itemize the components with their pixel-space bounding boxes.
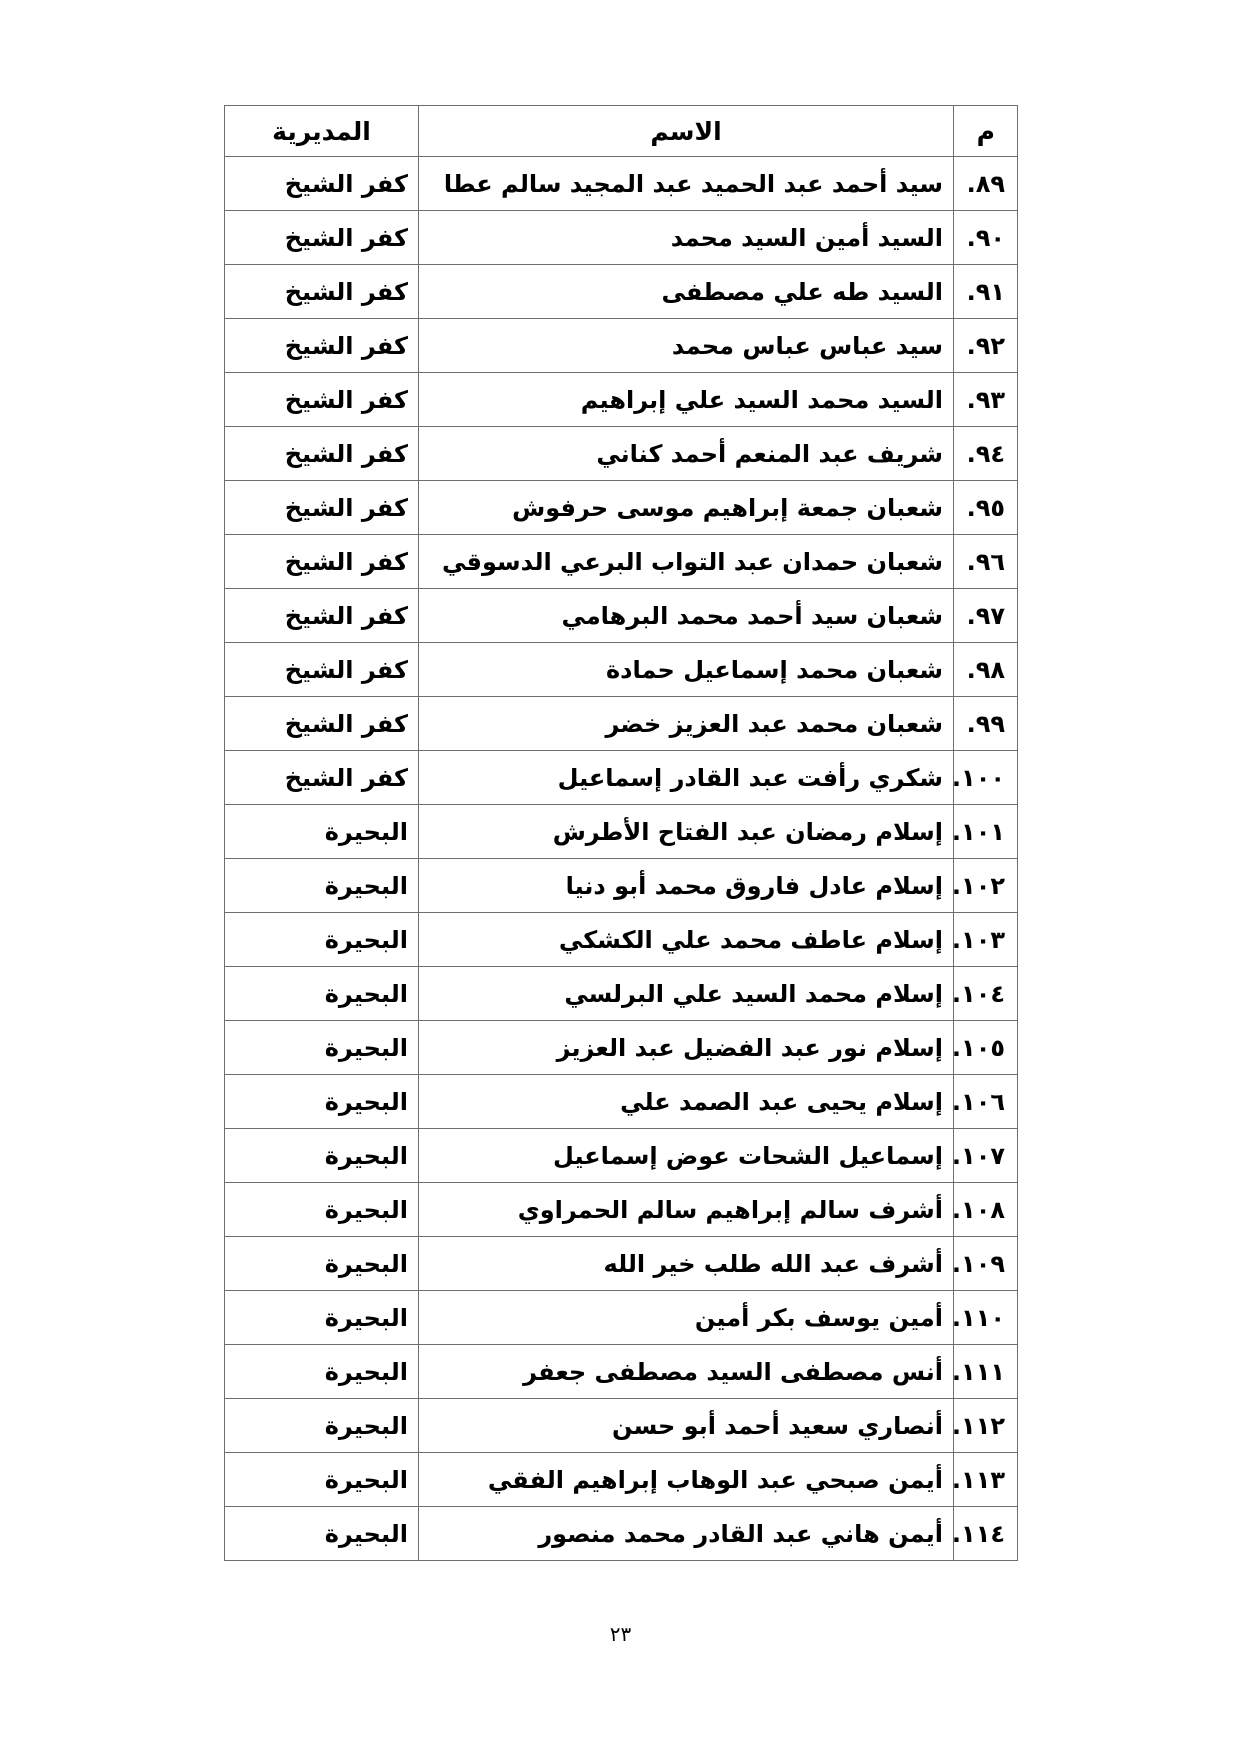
table-row xyxy=(225,319,1018,373)
row-directorate: البحيرة xyxy=(225,1021,419,1075)
table-row xyxy=(225,697,1018,751)
row-name: شعبان حمدان عبد التواب البرعي الدسوقي xyxy=(419,535,954,589)
table-header-row xyxy=(225,106,1018,157)
table-row xyxy=(225,1507,1018,1561)
row-name: أشرف عبد الله طلب خير الله xyxy=(419,1237,954,1291)
row-name: إسلام عاطف محمد علي الكشكي xyxy=(419,913,954,967)
table-row xyxy=(225,1345,1018,1399)
row-number: ١٠٧. xyxy=(954,1129,1018,1183)
table-row xyxy=(225,589,1018,643)
table-row xyxy=(225,535,1018,589)
row-directorate: كفر الشيخ xyxy=(225,265,419,319)
row-number: ١٠١. xyxy=(954,805,1018,859)
row-name: أيمن صبحي عبد الوهاب إبراهيم الفقي xyxy=(419,1453,954,1507)
row-number: ١١٢. xyxy=(954,1399,1018,1453)
row-directorate: كفر الشيخ xyxy=(225,643,419,697)
row-number: ١١٣. xyxy=(954,1453,1018,1507)
row-number: ١٠٨. xyxy=(954,1183,1018,1237)
table-row xyxy=(225,1399,1018,1453)
row-directorate: البحيرة xyxy=(225,1075,419,1129)
table-row xyxy=(225,913,1018,967)
row-directorate: كفر الشيخ xyxy=(225,481,419,535)
row-number: ٩١. xyxy=(954,265,1018,319)
row-directorate: البحيرة xyxy=(225,1399,419,1453)
row-name: شعبان سيد أحمد محمد البرهامي xyxy=(419,589,954,643)
row-number: ١١٤. xyxy=(954,1507,1018,1561)
row-name: أمين يوسف بكر أمين xyxy=(419,1291,954,1345)
table-row xyxy=(225,1021,1018,1075)
table-row xyxy=(225,751,1018,805)
row-name: أنس مصطفى السيد مصطفى جعفر xyxy=(419,1345,954,1399)
row-name: أنصاري سعيد أحمد أبو حسن xyxy=(419,1399,954,1453)
table-row xyxy=(225,1183,1018,1237)
row-directorate: كفر الشيخ xyxy=(225,211,419,265)
table-row xyxy=(225,805,1018,859)
row-directorate: كفر الشيخ xyxy=(225,157,419,211)
row-name: السيد أمين السيد محمد xyxy=(419,211,954,265)
table-row xyxy=(225,157,1018,211)
row-name: إسلام عادل فاروق محمد أبو دنيا xyxy=(419,859,954,913)
header-name: الاسم xyxy=(419,106,954,157)
table-row xyxy=(225,211,1018,265)
row-directorate: كفر الشيخ xyxy=(225,373,419,427)
row-name: إسماعيل الشحات عوض إسماعيل xyxy=(419,1129,954,1183)
table-row xyxy=(225,1291,1018,1345)
row-directorate: البحيرة xyxy=(225,913,419,967)
row-directorate: البحيرة xyxy=(225,1507,419,1561)
row-number: ١١٠. xyxy=(954,1291,1018,1345)
row-name: أيمن هاني عبد القادر محمد منصور xyxy=(419,1507,954,1561)
row-name: شعبان محمد إسماعيل حمادة xyxy=(419,643,954,697)
table-row xyxy=(225,859,1018,913)
row-name: السيد محمد السيد علي إبراهيم xyxy=(419,373,954,427)
row-name: إسلام يحيى عبد الصمد علي xyxy=(419,1075,954,1129)
row-name: إسلام نور عبد الفضيل عبد العزيز xyxy=(419,1021,954,1075)
row-number: ١٠٤. xyxy=(954,967,1018,1021)
row-number: ٩٩. xyxy=(954,697,1018,751)
row-name: سيد عباس عباس محمد xyxy=(419,319,954,373)
row-directorate: البحيرة xyxy=(225,1129,419,1183)
row-directorate: كفر الشيخ xyxy=(225,535,419,589)
row-directorate: البحيرة xyxy=(225,967,419,1021)
row-name: السيد طه علي مصطفى xyxy=(419,265,954,319)
row-name: أشرف سالم إبراهيم سالم الحمراوي xyxy=(419,1183,954,1237)
row-name: شريف عبد المنعم أحمد كناني xyxy=(419,427,954,481)
header-directorate: المديرية xyxy=(225,106,419,157)
row-name: إسلام محمد السيد علي البرلسي xyxy=(419,967,954,1021)
row-directorate: كفر الشيخ xyxy=(225,751,419,805)
row-number: ١١١. xyxy=(954,1345,1018,1399)
row-number: ١٠٩. xyxy=(954,1237,1018,1291)
row-name: إسلام رمضان عبد الفتاح الأطرش xyxy=(419,805,954,859)
row-number: ٩٤. xyxy=(954,427,1018,481)
row-directorate: البحيرة xyxy=(225,1237,419,1291)
row-name: شعبان جمعة إبراهيم موسى حرفوش xyxy=(419,481,954,535)
roster-table xyxy=(224,105,1018,1561)
row-directorate: البحيرة xyxy=(225,1345,419,1399)
row-name: سيد أحمد عبد الحميد عبد المجيد سالم عطا xyxy=(419,157,954,211)
header-number: م xyxy=(954,106,1018,157)
table-row xyxy=(225,1129,1018,1183)
row-directorate: كفر الشيخ xyxy=(225,697,419,751)
row-directorate: كفر الشيخ xyxy=(225,427,419,481)
row-number: ٩٧. xyxy=(954,589,1018,643)
row-number: ٩٥. xyxy=(954,481,1018,535)
row-number: ١٠٠. xyxy=(954,751,1018,805)
row-number: ١٠٦. xyxy=(954,1075,1018,1129)
row-number: ٨٩. xyxy=(954,157,1018,211)
row-directorate: البحيرة xyxy=(225,859,419,913)
row-directorate: كفر الشيخ xyxy=(225,319,419,373)
table-row xyxy=(225,265,1018,319)
row-directorate: كفر الشيخ xyxy=(225,589,419,643)
table-row xyxy=(225,643,1018,697)
table-row xyxy=(225,373,1018,427)
row-directorate: البحيرة xyxy=(225,1291,419,1345)
page-number: ٢٣ xyxy=(609,1622,632,1646)
row-directorate: البحيرة xyxy=(225,1183,419,1237)
row-number: ٩٠. xyxy=(954,211,1018,265)
row-directorate: البحيرة xyxy=(225,1453,419,1507)
table-row xyxy=(225,481,1018,535)
row-number: ١٠٣. xyxy=(954,913,1018,967)
row-name: شكري رأفت عبد القادر إسماعيل xyxy=(419,751,954,805)
table-row xyxy=(225,1237,1018,1291)
row-number: ٩٢. xyxy=(954,319,1018,373)
table-row xyxy=(225,1075,1018,1129)
table-row xyxy=(225,1453,1018,1507)
row-number: ٩٦. xyxy=(954,535,1018,589)
row-number: ٩٨. xyxy=(954,643,1018,697)
table-row xyxy=(225,967,1018,1021)
row-number: ٩٣. xyxy=(954,373,1018,427)
row-number: ١٠٢. xyxy=(954,859,1018,913)
row-number: ١٠٥. xyxy=(954,1021,1018,1075)
row-name: شعبان محمد عبد العزيز خضر xyxy=(419,697,954,751)
table-row xyxy=(225,427,1018,481)
table-body xyxy=(225,157,1018,1561)
row-directorate: البحيرة xyxy=(225,805,419,859)
